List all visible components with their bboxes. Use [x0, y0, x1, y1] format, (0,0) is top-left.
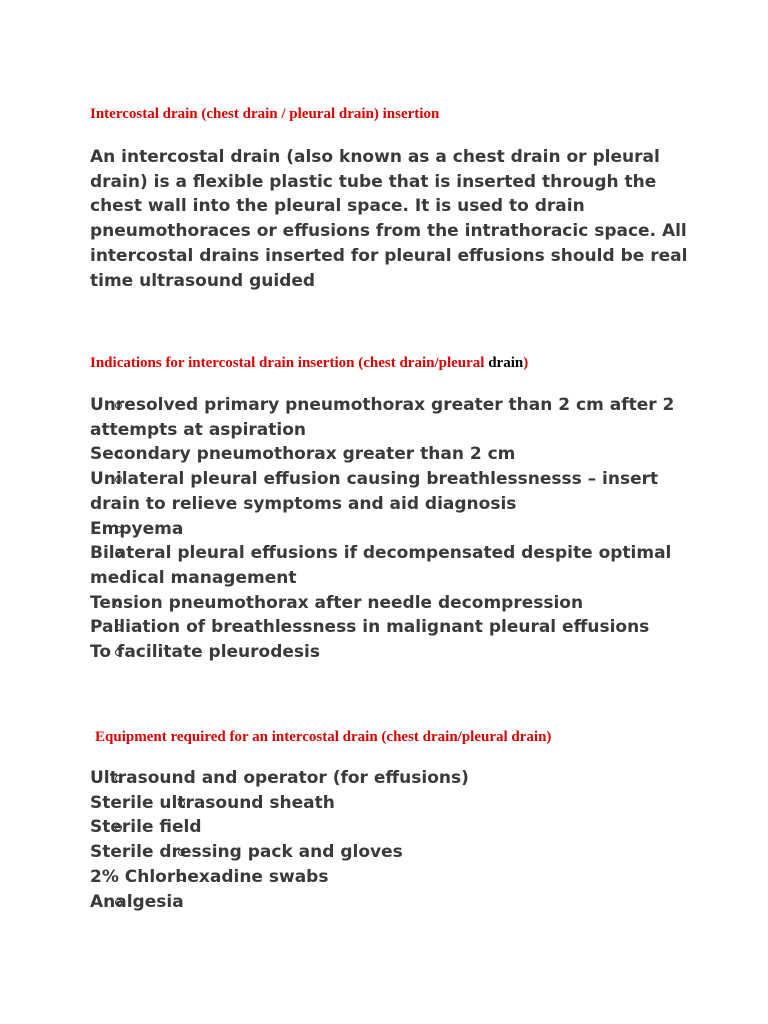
list-item-text: Sterile dressing pack and gloves [90, 842, 403, 863]
hollow-bullet-icon [115, 600, 122, 607]
list-item [90, 890, 690, 915]
list-item-text: Bilateral pleural effusions if decompensated despite optimal medical management [90, 543, 672, 588]
indications-heading-close: ) [523, 355, 529, 371]
list-item-text: 2% Chlorhexadine swabs [90, 866, 329, 887]
list-item-text: Tension pneumothorax after needle decompression [90, 592, 584, 613]
section-heading-insertion: Intercostal drain (chest drain / pleural drain) insertion [90, 106, 440, 122]
list-item-text: Sterile ultrasound sheath [90, 792, 335, 813]
intro-paragraph: An intercostal drain (also known as a chest drain or pleural drain) is a flexible plastic tube that is inserted through the chest wall into the pleural space. It is used to drain pneumothoraces or effusions from the intrathoracic space. All intercostal drains inserted for pleural effusions should be real time ultrasound guided [90, 147, 688, 291]
hollow-bullet-icon [178, 874, 185, 881]
list-item-text: Ultrasound and operator (for effusions) [90, 768, 469, 788]
list-item-text: Secondary pneumothorax greater than 2 cm [90, 444, 516, 465]
list-item [90, 517, 690, 542]
indications-heading-red: Indications for intercostal drain insertion (chest drain/pleural [90, 355, 489, 371]
list-item-text: Analgesia [90, 891, 184, 912]
indications-heading-black: drain [488, 355, 524, 371]
sub-list-item [90, 865, 690, 890]
list-item-text: To facilitate pleurodesis [90, 642, 320, 663]
hollow-bullet-icon [115, 649, 122, 656]
list-item [90, 615, 690, 640]
list-item [90, 815, 690, 840]
hollow-bullet-icon [115, 775, 122, 782]
hollow-bullet-icon [115, 526, 122, 533]
sub-list-item [90, 840, 690, 865]
list-item-text: Unilateral pleural effusion causing breathlessnesss – insert drain to relieve symptoms and aid diagnosis [90, 469, 659, 514]
list-item-text: Palliation of breathlessness in malignant pleural effusions [90, 617, 650, 638]
list-item [90, 640, 690, 665]
list-item [90, 393, 690, 442]
equipment-list [90, 766, 690, 914]
hollow-bullet-icon [115, 402, 122, 409]
list-item [90, 442, 690, 467]
list-item [90, 766, 690, 791]
section-heading-equipment: Equipment required for an intercostal drain (chest drain/pleural drain) [95, 729, 552, 745]
sub-list-item [90, 791, 690, 816]
hollow-bullet-icon [115, 899, 122, 906]
indications-list [90, 393, 690, 665]
hollow-bullet-icon [178, 800, 185, 807]
list-item-text: Sterile field [90, 817, 202, 838]
list-item-text: Empyema [90, 518, 184, 539]
list-item-text: Unresolved primary pneumothorax greater than 2 cm after 2 attempts at aspiration [90, 395, 675, 440]
section-heading-indications [90, 355, 528, 372]
list-item [90, 467, 690, 516]
list-item [90, 591, 690, 616]
list-item [90, 541, 690, 590]
